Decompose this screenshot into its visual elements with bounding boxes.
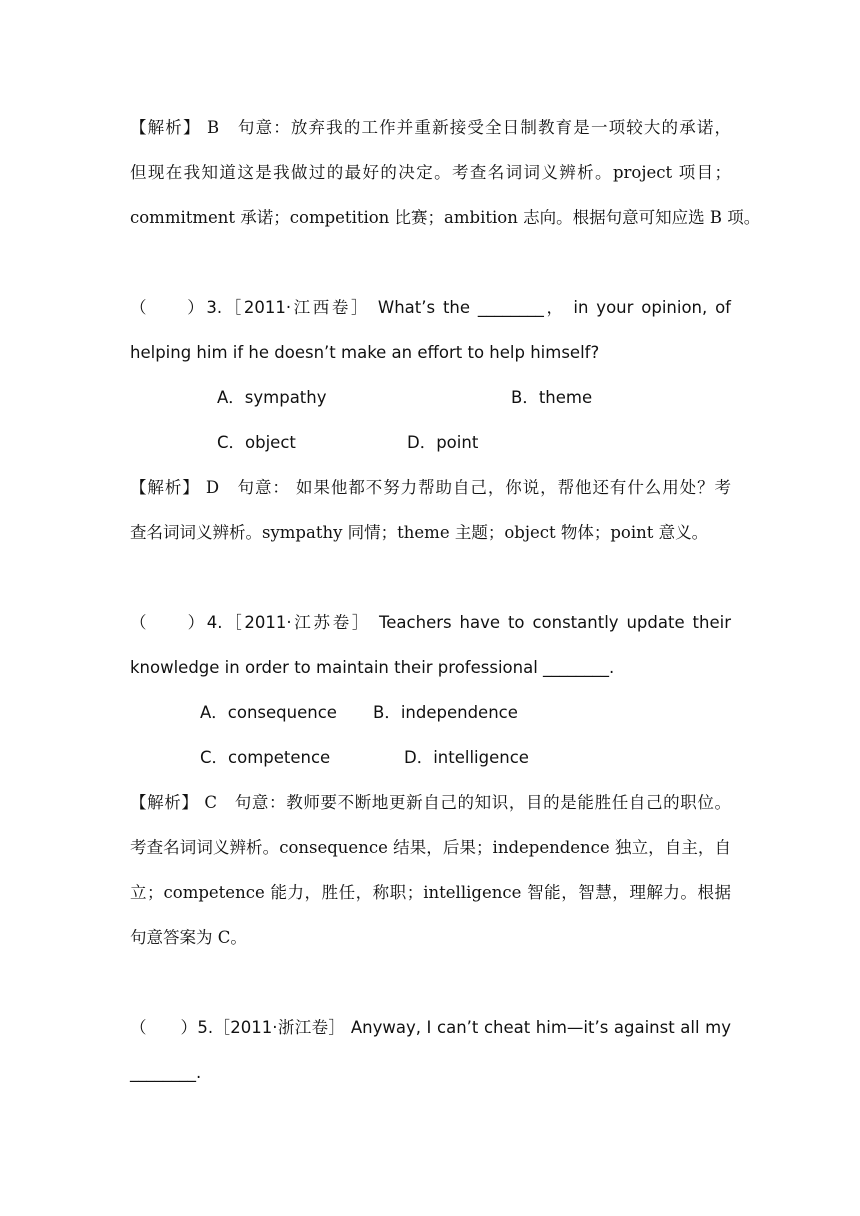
- q3-option-b: B．theme: [511, 388, 593, 407]
- q4-explanation-line-2: 考查名词词义辨析。consequence 结果，后果；independence 独立，自主，自: [130, 838, 731, 857]
- q4-stem-line-2: knowledge in order to maintain their professional ________.: [130, 658, 615, 677]
- q5-stem-line-2: ________.: [130, 1063, 202, 1082]
- q4-option-b: B．independence: [373, 703, 518, 722]
- q4-option-d: D．intelligence: [404, 748, 529, 767]
- q4-stem-line-1: （ ）4.［2011·江苏卷］ Teachers have to constantly update their: [130, 613, 731, 632]
- q3-option-c: C．object: [217, 433, 296, 452]
- q2-explanation-line-3: commitment 承诺；competition 比赛；ambition 志向。根据句意可知应选 B 项。: [130, 208, 761, 227]
- q4-option-c: C．competence: [200, 748, 331, 767]
- q4-explanation-line-3: 立；competence 能力，胜任，称职；intelligence 智能，智慧，理解力。根据: [130, 883, 731, 902]
- q4-explanation-line-4: 句意答案为 C。: [130, 928, 247, 947]
- q3-stem-line-2: helping him if he doesn’t make an effort to help himself?: [130, 343, 600, 362]
- q3-explanation-line-1: 【解析】 D 句意： 如果他都不努力帮助自己，你说，帮他还有什么用处？考: [130, 478, 731, 497]
- q4-option-a: A．consequence: [200, 703, 337, 722]
- q3-option-d: D．point: [407, 433, 479, 452]
- q3-option-a: A．sympathy: [217, 388, 327, 407]
- q2-explanation-line-1: 【解析】 B 句意：放弃我的工作并重新接受全日制教育是一项较大的承诺，: [130, 118, 731, 137]
- q3-stem-line-1: （ ）3.［2011·江西卷］ What’s the ________， in your opinion, of: [130, 298, 731, 317]
- q2-explanation-line-2: 但现在我知道这是我做过的最好的决定。考查名词词义辨析。project 项目；: [130, 163, 731, 182]
- q5-stem-line-1: （ ）5.［2011·浙江卷］ Anyway, I can’t cheat him—it’s against all my: [130, 1018, 731, 1037]
- q4-explanation-line-1: 【解析】 C 句意：教师要不断地更新自己的知识，目的是能胜任自己的职位。: [130, 793, 731, 812]
- q3-explanation-line-2: 查名词词义辨析。sympathy 同情；theme 主题；object 物体；point 意义。: [130, 523, 709, 542]
